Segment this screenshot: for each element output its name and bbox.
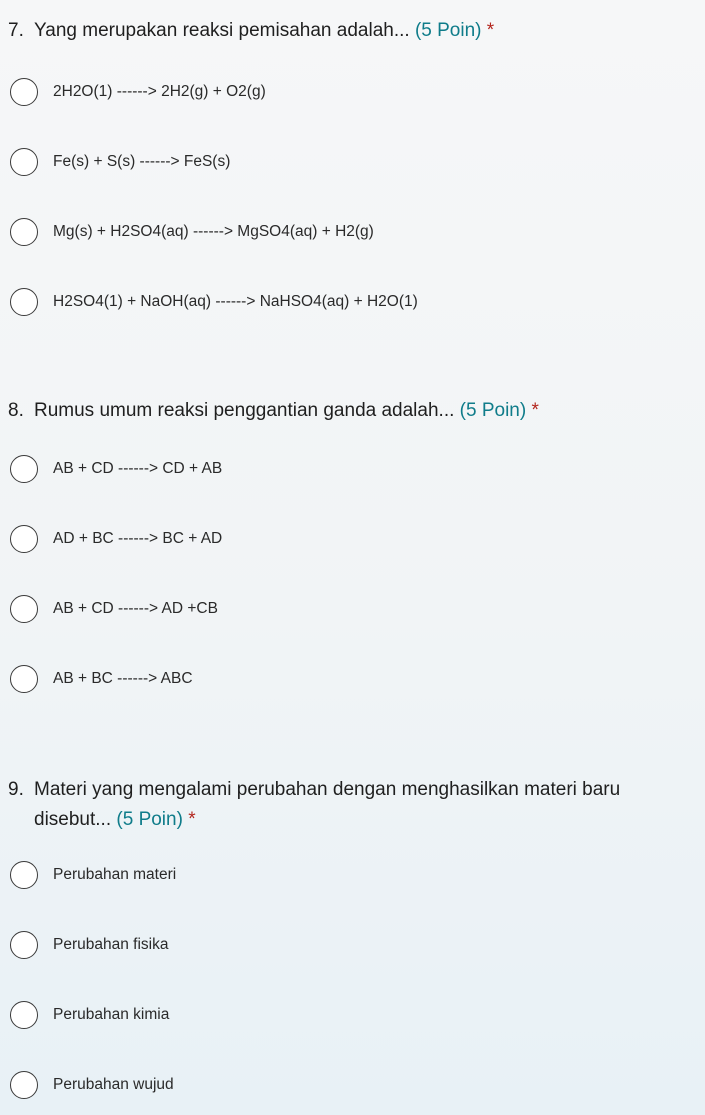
question-8-option-3[interactable] — [10, 594, 610, 624]
question-number: 8. — [8, 400, 24, 421]
radio-button[interactable] — [10, 931, 38, 959]
radio-button[interactable] — [10, 148, 38, 176]
question-7-title — [8, 17, 685, 45]
required-mark: * — [486, 20, 495, 41]
question-9-option-3[interactable] — [10, 1000, 610, 1030]
option-label: Perubahan kimia — [53, 1006, 170, 1023]
points-label: (5 Poin) — [116, 809, 183, 830]
question-text: Rumus umum reaksi penggantian ganda adalah... — [34, 400, 455, 421]
question-9-option-2[interactable] — [10, 930, 610, 960]
question-7-option-2[interactable] — [10, 147, 610, 177]
option-label: AD + BC ------> BC + AD — [53, 530, 223, 547]
points-label: (5 Poin) — [414, 20, 482, 41]
radio-button[interactable] — [10, 78, 38, 106]
question-7-option-1[interactable] — [10, 77, 610, 107]
question-9-option-4[interactable] — [10, 1070, 610, 1100]
option-label: Perubahan wujud — [53, 1076, 174, 1093]
question-7-option-4[interactable] — [10, 287, 610, 317]
question-7-option-3[interactable] — [10, 217, 610, 247]
radio-button[interactable] — [10, 218, 38, 246]
radio-button[interactable] — [10, 455, 38, 483]
required-mark: * — [531, 400, 539, 421]
question-8-option-4[interactable] — [10, 664, 610, 694]
question-9-title — [8, 776, 685, 834]
question-8-title — [8, 397, 685, 425]
option-label: Perubahan materi — [53, 866, 177, 883]
radio-button[interactable] — [10, 288, 38, 316]
question-text-line-1: Materi yang mengalami perubahan dengan menghasilkan materi baru — [34, 779, 621, 800]
option-label: Perubahan fisika — [53, 936, 169, 953]
question-text-line-2: disebut... — [34, 809, 112, 830]
radio-button[interactable] — [10, 525, 38, 553]
question-8-option-1[interactable] — [10, 454, 610, 484]
option-label: Fe(s) + S(s) ------> FeS(s) — [53, 153, 231, 170]
option-label: H2SO4(1) + NaOH(aq) ------> NaHSO4(aq) + H2O(1) — [53, 293, 418, 310]
option-label: Mg(s) + H2SO4(aq) ------> MgSO4(aq) + H2(g) — [53, 223, 374, 240]
radio-button[interactable] — [10, 1071, 38, 1099]
option-label: 2H2O(1) ------> 2H2(g) + O2(g) — [53, 83, 266, 100]
question-9-option-1[interactable] — [10, 860, 610, 890]
radio-button[interactable] — [10, 595, 38, 623]
option-label: AB + CD ------> AD +CB — [53, 600, 218, 617]
option-label: AB + BC ------> ABC — [53, 670, 193, 687]
required-mark: * — [188, 809, 196, 830]
points-label: (5 Poin) — [459, 400, 527, 421]
question-number: 9. — [8, 779, 24, 800]
question-8-option-2[interactable] — [10, 524, 610, 554]
question-number: 7. — [8, 20, 24, 41]
radio-button[interactable] — [10, 1001, 38, 1029]
question-text: Yang merupakan reaksi pemisahan adalah... — [34, 20, 410, 41]
option-label: AB + CD ------> CD + AB — [53, 460, 223, 477]
radio-button[interactable] — [10, 665, 38, 693]
radio-button[interactable] — [10, 861, 38, 889]
